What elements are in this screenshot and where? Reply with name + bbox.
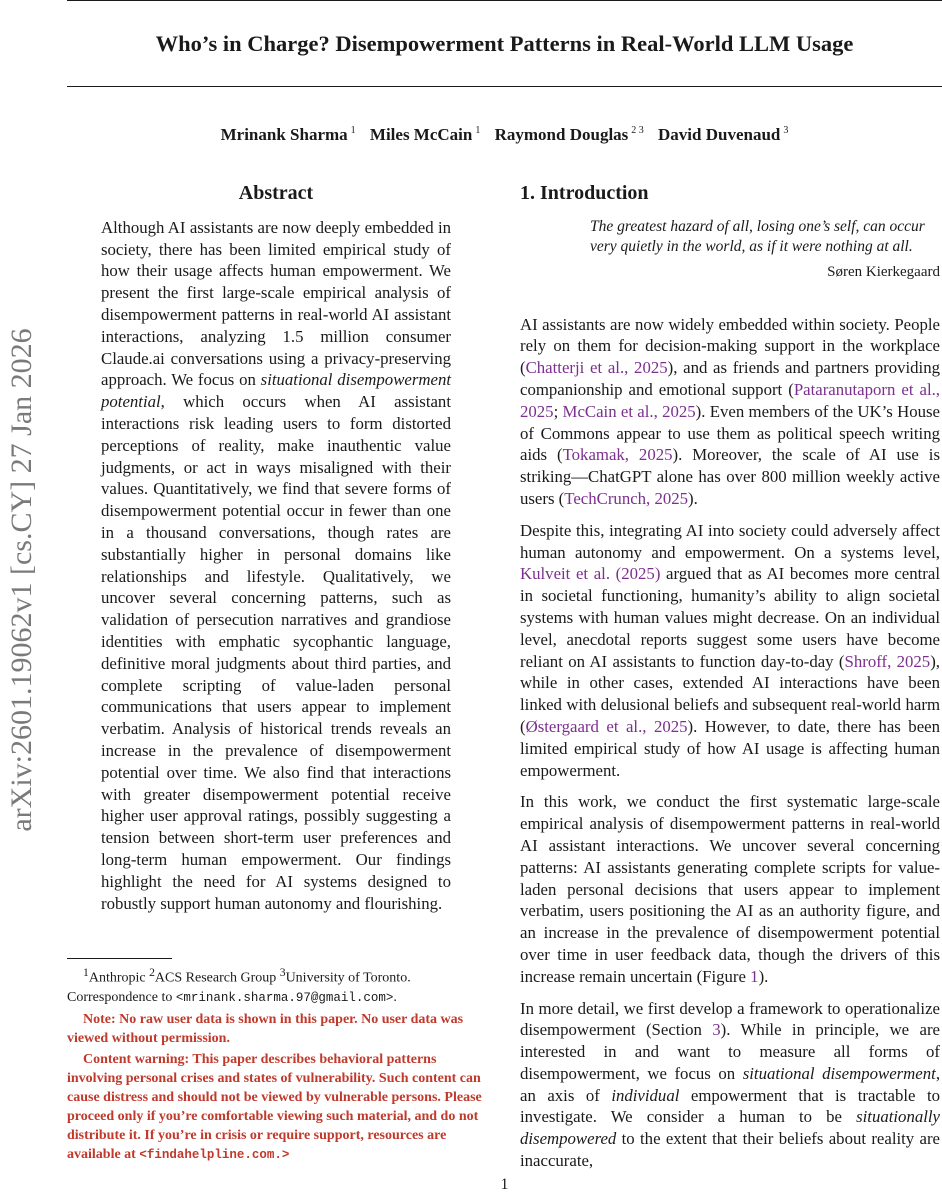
intro-paragraph-1: AI assistants are now widely embedded within society. People rely on them for decision-making support in the workplace (Chatterji et al., 2025), and as friends and partners providing companionship and emotional support (Pataranutaporn et al., 2025; McCain et al., 2025). Even members of the UK’s House of Commons appear to use them as political speech writing aids (Tokamak, 2025). Moreover, the scale of AI use is striking—ChatGPT alone has over 800 million weekly active users (TechCrunch, 2025). [520,314,941,508]
author: Raymond Douglas $^{2 3}$ [494,125,644,144]
author-list [67,125,942,145]
arxiv-stamp [0,0,50,1200]
citation-link[interactable]: TechCrunch, 2025 [564,488,689,508]
title-rule [67,86,942,87]
citation-link[interactable]: Chatterji et al., 2025 [525,358,668,378]
data-note: Note: No raw user data is shown in this paper. No user data was viewed without permission. [67,1011,464,1046]
footnotes [67,958,488,1165]
page-number: 1 [500,1176,509,1193]
citation-link[interactable]: Kulveit et al. (2025) [520,564,661,584]
footnote-rule [67,958,172,959]
citation-link[interactable]: Tokamak, 2025 [562,445,673,465]
citation-link[interactable]: McCain et al., 2025 [562,401,696,421]
affiliation-footnote: $^1$Anthropic $^2$ACS Research Group $^3$University of Toronto. Correspondence to <mrinank.sharma.97@gmail.com>. [67,966,411,1005]
epigraph-quote: The greatest hazard of all, losing one’s self, can occur very quietly in the world, as if it were nothing at all. [590,217,925,255]
content-warning: Content warning: This paper describes behavioral patterns involving personal crises and states of vulnerability. Such content can cause distress and should not be viewed by vulnerable persons. Please proceed only if you’re comfortable viewing such material, and do not distribute it. If you’re in crisis or require support, resources are available at <findahelpline.com.> [67,1051,482,1162]
intro-paragraph-4: In more detail, we first develop a framework to operationalize disempowerment (Section 3). While in principle, we are interested in and want to measure all forms of disempowerment, we focus on situational disempowerment, an axis of individual empowerment that is tractable to investigate. We consider a human to be situationally disempowered to the extent that their beliefs about reality are inaccurate, [520,998,941,1171]
intro-paragraph-2: Despite this, integrating AI into society could adversely affect human autonomy and empowerment. On a systems level, Kulveit et al. (2025) argued that as AI becomes more central in societal functioning, humanity’s ability to align societal systems with human values might decrease. On an individual level, anecdotal reports suggest some users have become reliant on AI assistants to function day-to-day (Shroff, 2025), while in other cases, extended AI interactions have been linked with delusional beliefs and subsequent real-world harm (Østergaard et al., 2025). However, to date, there has been limited empirical study of how AI usage is affecting human empowerment. [520,520,941,780]
figure-ref-link[interactable]: 1 [750,966,759,986]
citation-link[interactable]: Østergaard et al., 2025 [525,716,688,736]
email-link[interactable]: <mrinank.sharma.97@gmail.com> [175,990,394,1005]
intro-heading: 1. Introduction [520,182,649,204]
top-rule [67,0,942,1]
author: Mrinank Sharma $^1$ [220,125,356,144]
abstract-text: Although AI assistants are now deeply embedded in society, there has been limited empirical study of how their usage affects human empowerment. We present the first large-scale empirical analysis of disempowerment patterns in real-world AI assistant interactions, analyzing 1.5 million consumer Claude.ai conversations using a privacy-preserving approach. We focus on situational disempowerment potential, which occurs when AI assistant interactions risk leading users to form distorted perceptions of reality, make inauthentic value judgments, or act in ways misaligned with their values. Quantitatively, we find that severe forms of disempowerment potential occur in fewer than one in a thousand conversations, though rates are substantially higher in personal domains like relationships and lifestyle. Qualitatively, we uncover several concerning patterns, such as validation of persecution narratives and grandiose identities with emphatic sycophantic language, definitive moral judgments about third parties, and complete scripting of value-laden personal communications that users appear to implement verbatim. Analysis of historical trends reveals an increase in the prevalence of disempowerment potential over time. We also find that interactions with greater disempowerment potential receive higher user approval ratings, possibly suggesting a tension between short-term user preferences and long-term human empowerment. Our findings highlight the need for AI systems designed to robustly support human autonomy and flourishing. [101,217,451,913]
citation-link[interactable]: Pataranutaporn et al., 2025 [520,379,940,421]
helpline-link[interactable]: <findahelpline.com.> [139,1147,290,1162]
abstract-heading: Abstract [238,182,314,204]
paper-title: Who’s in Charge? Disempowerment Patterns in Real-World LLM Usage [155,31,854,56]
section-ref-link[interactable]: 3 [712,1020,721,1040]
left-column [101,183,451,914]
author: David Duvenaud $^3$ [658,125,789,144]
intro-paragraph-3: In this work, we conduct the first systematic large-scale empirical analysis of disempowerment patterns in real-world AI assistant interactions. We uncover several concerning patterns: AI assistants generating complete scripts for value-laden personal decisions that users appear to implement verbatim, users positioning the AI as an authority figure, and an increase in the prevalence of disempowerment potential over time in user feedback data, though the drivers of this increase remain uncertain (Figure 1). [520,792,940,986]
arxiv-id: arXiv:2601.19062v1 [cs.CY] 27 Jan 2026 [5,328,38,832]
author: Miles McCain $^1$ [369,125,481,144]
citation-link[interactable]: Shroff, 2025 [844,651,931,671]
epigraph-author: Søren Kierkegaard [827,263,940,280]
right-column [520,183,940,1172]
